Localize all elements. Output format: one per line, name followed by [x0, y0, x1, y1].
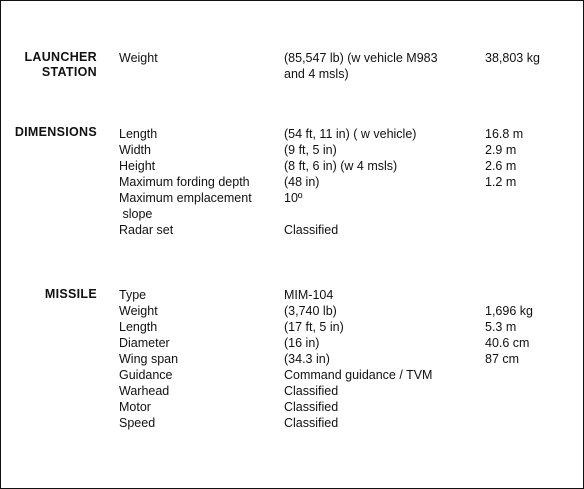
section-title-line: STATION — [41, 65, 97, 79]
spec-metric-value: 1,696 kg — [485, 304, 533, 318]
spec-row-emplacement-slope — [1, 190, 583, 221]
spec-label: Height — [119, 159, 156, 173]
spec-metric-value: 5.3 m — [485, 320, 517, 334]
spec-label: Length — [119, 127, 158, 141]
spec-label-line: Weight — [119, 51, 158, 65]
spec-metric-value: 87 cm — [485, 352, 520, 366]
spec-metric-value: 1.2 m — [485, 175, 517, 189]
spec-label: Maximum fording depth — [119, 175, 250, 189]
spec-imperial-value: (34.3 in) — [284, 352, 330, 366]
spec-imperial-value: (48 in) — [284, 175, 320, 189]
spec-imperial-value: (17 ft, 5 in) — [284, 320, 344, 334]
spec-label: Wing span — [119, 352, 179, 366]
spec-row-width — [1, 142, 583, 158]
spec-row-diameter — [1, 335, 583, 351]
spec-row-motor — [1, 399, 583, 415]
spec-imperial-line: and 4 msls) — [284, 67, 349, 81]
spec-label — [119, 190, 279, 222]
spec-label: Diameter — [119, 336, 170, 350]
spec-label: Width — [119, 143, 151, 157]
spec-imperial-value: Classified — [284, 400, 339, 414]
section-title-line: MISSILE — [44, 287, 97, 301]
spec-row-type — [1, 287, 583, 303]
spec-row-wing-span — [1, 351, 583, 367]
spec-row-guidance — [1, 367, 583, 383]
section-title-line: DIMENSIONS — [14, 125, 97, 139]
spec-imperial-value: 10º — [284, 191, 303, 205]
spec-metric-value: 40.6 cm — [485, 336, 530, 350]
spec-label: Warhead — [119, 384, 170, 398]
spec-imperial-value: (9 ft, 5 in) — [284, 143, 337, 157]
section-title-line: LAUNCHER — [24, 50, 97, 64]
spec-metric-value: 16.8 m — [485, 127, 524, 141]
spec-imperial-value: (8 ft, 6 in) (w 4 msls) — [284, 159, 398, 173]
spec-label: Guidance — [119, 368, 173, 382]
spec-row-speed — [1, 415, 583, 431]
spec-imperial-value: (16 in) — [284, 336, 320, 350]
spec-label: Speed — [119, 416, 156, 430]
spec-imperial-value — [284, 50, 474, 82]
spec-row-height — [1, 158, 583, 174]
spec-metric-value: 2.6 m — [485, 159, 517, 173]
spec-imperial-value: (54 ft, 11 in) ( w vehicle) — [284, 127, 417, 141]
spec-label-line: slope — [119, 207, 153, 221]
spec-label: Type — [119, 288, 147, 302]
spec-imperial-value: Classified — [284, 384, 339, 398]
spec-label — [119, 50, 279, 66]
spec-imperial-value: Classified — [284, 223, 339, 237]
spec-label-line: Maximum emplacement — [119, 191, 252, 205]
spec-metric-value: 2.9 m — [485, 143, 517, 157]
spec-label: Radar set — [119, 223, 174, 237]
spec-label: Motor — [119, 400, 151, 414]
spec-row-length — [1, 319, 583, 335]
spec-row-warhead — [1, 383, 583, 399]
spec-imperial-value: MIM-104 — [284, 288, 334, 302]
spec-label: Length — [119, 320, 158, 334]
spec-imperial-line: (85,547 lb) (w vehicle M983 — [284, 51, 438, 65]
spec-row-fording-depth — [1, 174, 583, 190]
spec-row-weight — [1, 303, 583, 319]
spec-metric-value: 38,803 kg — [485, 51, 540, 65]
spec-label: Weight — [119, 304, 158, 318]
spec-row-length — [1, 126, 583, 142]
spec-imperial-value: Classified — [284, 416, 339, 430]
spec-imperial-value: Command guidance / TVM — [284, 368, 433, 382]
spec-row-radar-set — [1, 222, 583, 238]
spec-imperial-value: (3,740 lb) — [284, 304, 337, 318]
